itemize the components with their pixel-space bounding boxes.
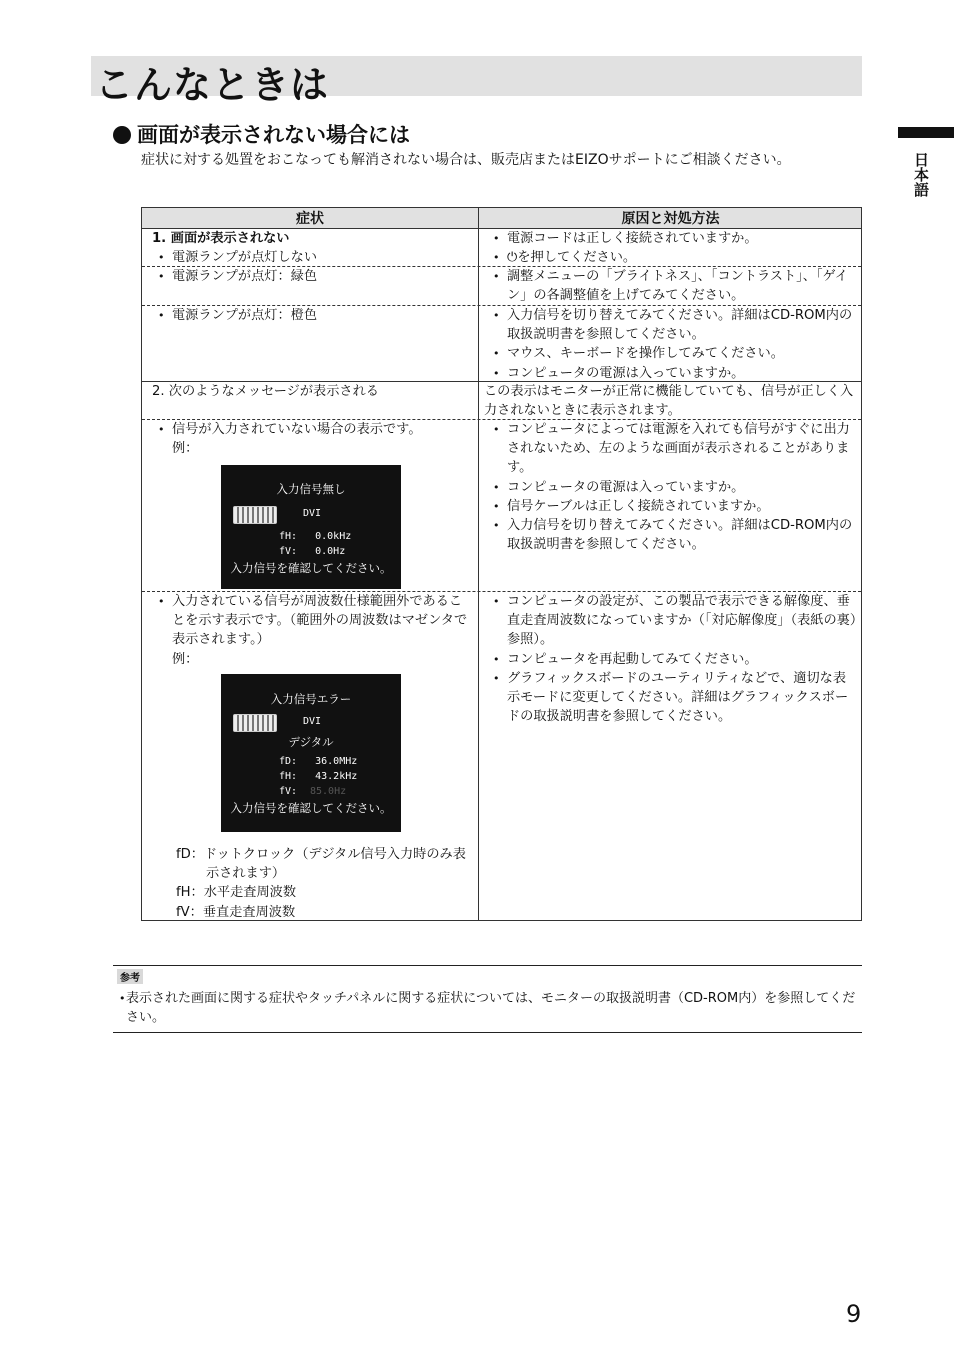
group1-row2-symptom xyxy=(152,267,472,286)
section-heading-text: 画面が表示されない場合には xyxy=(137,123,410,147)
remedy-item: • 入力信号を切り替えてみてください。詳細はCD-ROM内の取扱説明書を参照してください。 xyxy=(487,306,859,344)
group1-row3-remedies xyxy=(487,306,859,383)
remedy-item: • コンピュータの設定が、この製品で表示できる解像度、垂直走査周波数になっていますか（「対応解像度」（表紙の裏）参照）。 xyxy=(487,592,859,650)
group1-symptoms xyxy=(152,229,472,267)
example-label: 例： xyxy=(172,441,199,457)
symptom-item: • 電源ランプが点灯しない xyxy=(152,248,472,267)
connector-icon xyxy=(233,506,277,524)
table-header xyxy=(142,208,861,229)
group1-row3-symptom xyxy=(152,306,472,325)
language-tab-label: 日本語 xyxy=(912,152,930,197)
symptom-item: • 信号が入力されていない場合の表示です。 xyxy=(152,420,472,439)
remedy-item: • マウス、キーボードを操作してみてください。 xyxy=(487,344,859,363)
screen-fv-value: 85.0Hz xyxy=(310,786,347,797)
screen-fv: fV: 0.0Hz xyxy=(279,546,346,557)
troubleshooting-table xyxy=(141,207,862,921)
screen-fh: fH: 0.0kHz xyxy=(279,531,352,542)
note-fd: fD：ドットクロック（デジタル信号入力時のみ表示されます） xyxy=(176,847,466,882)
header-symptom: 症状 xyxy=(296,211,324,227)
connector-icon xyxy=(233,714,277,732)
screen-title: 入力信号エラー xyxy=(270,692,352,706)
group1-row1-remedies xyxy=(487,229,859,267)
screen-fd: fD: 36.0MHz xyxy=(279,756,358,767)
intro-text: 症状に対する処置をおこなっても解消されない場合は、販売店またはEIZOサポートにご相談ください。 xyxy=(141,152,791,168)
screen-fv-label: fV: xyxy=(279,786,298,797)
note-fh: fH：水平走査周波数 xyxy=(176,885,297,901)
reference-tag: 参考 xyxy=(117,969,143,984)
group2-description: この表示はモニターが正常に機能していても、信号が正しく入力されないときに表示されます。 xyxy=(484,384,854,419)
language-tab-marker xyxy=(898,127,954,138)
reference-box xyxy=(113,965,862,1033)
remedy-item: • グラフィックスボードのユーティリティなどで、適切な表示モードに変更してください。詳細はグラフィックスボードの取扱説明書を参照してください。 xyxy=(487,669,859,727)
remedy-item: • 入力信号を切り替えてみてください。詳細はCD-ROM内の取扱説明書を参照してください。 xyxy=(487,516,859,554)
group2-title: 2. 次のようなメッセージが表示される xyxy=(152,384,379,399)
screen-title: 入力信号無し xyxy=(276,482,346,496)
remedy-item: • コンピュータの電源は入っていますか。 xyxy=(487,364,859,383)
header-remedy: 原因と対処方法 xyxy=(621,211,720,227)
column-divider xyxy=(478,208,479,920)
remedy-item: • 調整メニューの「ブライトネス」、「コントラスト」、「ゲイン」の各調整値を上げてみてください。 xyxy=(487,267,859,305)
page-number: 9 xyxy=(846,1300,862,1328)
page-title: こんなときは xyxy=(95,63,330,107)
remedy-item: • ⏻を押してください。 xyxy=(487,248,859,267)
screen-input: DVI xyxy=(303,508,322,519)
frequency-notes xyxy=(176,845,472,922)
remedy-item: • 電源コードは正しく接続されていますか。 xyxy=(487,229,859,248)
remedy-item: • 信号ケーブルは正しく接続されていますか。 xyxy=(487,497,859,516)
screen-input: DVI xyxy=(303,716,322,727)
note-fv: fV：垂直走査周波数 xyxy=(176,904,296,920)
no-signal-screen xyxy=(221,465,401,589)
group1-title: 1. 画面が表示されない xyxy=(152,231,290,246)
remedy-item: • コンピュータを再起動してみてください。 xyxy=(487,650,859,669)
title-bar xyxy=(91,56,862,107)
bullet-icon xyxy=(113,126,131,144)
group2-row1-symptom xyxy=(152,420,472,458)
screen-message: 入力信号を確認してください。 xyxy=(230,561,392,575)
group2-row2-symptom xyxy=(152,592,470,669)
screen-message: 入力信号を確認してください。 xyxy=(230,801,392,815)
symptom-item: • 電源ランプが点灯：緑色 xyxy=(152,267,472,286)
remedy-item: • コンピュータの電源は入っていますか。 xyxy=(487,478,859,497)
group1-row2-remedies xyxy=(487,267,859,305)
screen-fh: fH: 43.2kHz xyxy=(279,771,358,782)
symptom-item: • 電源ランプが点灯：橙色 xyxy=(152,306,472,325)
reference-item: • 表示された画面に関する症状やタッチパネルに関する症状については、モニターの取扱説明書（CD-ROM内）を参照してください。 xyxy=(113,989,862,1027)
group2-row2-remedies xyxy=(487,592,859,726)
example-label: 例： xyxy=(172,651,199,667)
remedy-item: • コンピュータによっては電源を入れても信号がすぐに出力されないため、左のような画面が表示されることがあります。 xyxy=(487,420,859,478)
group2-row1-remedies xyxy=(487,420,859,554)
symptom-item: • 入力されている信号が周波数仕様範囲外であることを示す表示です。（範囲外の周波数はマゼンタで表示されます。） xyxy=(152,592,470,650)
signal-error-screen xyxy=(221,674,401,832)
reference-text xyxy=(113,989,862,1027)
screen-mode: デジタル xyxy=(288,735,334,749)
section-heading xyxy=(113,119,410,149)
